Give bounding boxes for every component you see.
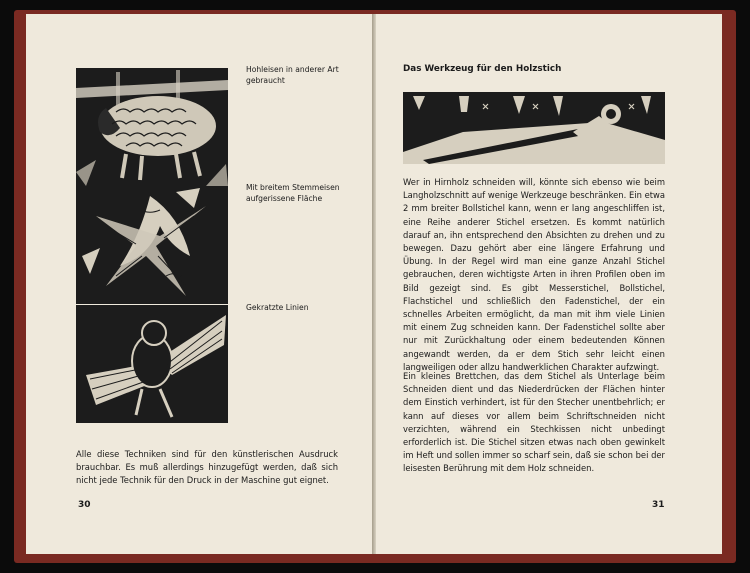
right-body-text: Wer in Hirnholz schneiden will, könnte sich ebenso wie beim Langholzschnitt auf wenige Werkzeuge beschränken. Ein etwa 2 mm breiter Bollstichel kann, wenn er lang angeschliffen ist, eine Reihe anderer Stichel ersetzen. Es kommt natürlich darauf an, ihn entsprechend den Absichten zu drehen und zu bewegen. Dazu gehört aber eine längere Erfahrung und Übung. In der Regel wird man eine ganze Anzahl Stichel gebrauchen, deren wichtigste Arten in ihren Profilen oben im Bild gezeigt sind. Es gibt Messerstichel, Bollstichel, Flachstichel und schließlich den Fadenstichel, der ein schnelles Arbeiten ermöglicht, da man mit ihm viele Linien mit einem Zug schneiden kann. Der Fadenstichel sollte aber nur mit Zurückhaltung oder einem bedeutenden Können angewandt werden, da er dem Stich sehr leicht einen langweiligen oder allzu handwerklichen Charakter aufzwingt. [403,177,665,372]
page-number-left: 30 [78,500,91,510]
woodcut-sheep-image [76,68,228,186]
caption-hohleisen: Hohleisen in anderer Art gebraucht [246,65,339,85]
caption-gekratzte-linien: Gekratzte Linien [246,303,309,312]
left-body-text: Alle diese Techniken sind für den künstlerischen Ausdruck brauchbar. Es muß allerdings hinzugefügt werden, daß sich nicht jede Technik für den Druck in der Maschine gut eignet. [76,449,338,486]
woodcut-splintered-image [76,186,228,304]
book-gutter [372,14,376,554]
right-body-text-2: Ein kleines Brettchen, das dem Stichel als Unterlage beim Schneiden dient und das Niederdrücken der Flächen hinter dem Einstich verhindert, ist für den Stecher unentbehrlich; er kann auf dieses vor allem beim Schriftschneiden nicht verzichten, während ein Stechkissen nicht unbedingt erforderlich ist. Die Stichel sitzen etwas nach oben gewinkelt im Heft und sollen immer so scharf sein, daß sie schon bei der leisesten Berührung mit dem Holz schneiden. [403,371,665,474]
page-number-right: 31 [652,500,665,510]
woodcut-bird-image [76,305,228,423]
right-heading: Das Werkzeug für den Holzstich [403,64,562,74]
caption-stemmeisen: Mit breitem Stemmeisen aufgerissene Fläche [246,183,340,203]
engraving-tools-image [403,92,665,164]
